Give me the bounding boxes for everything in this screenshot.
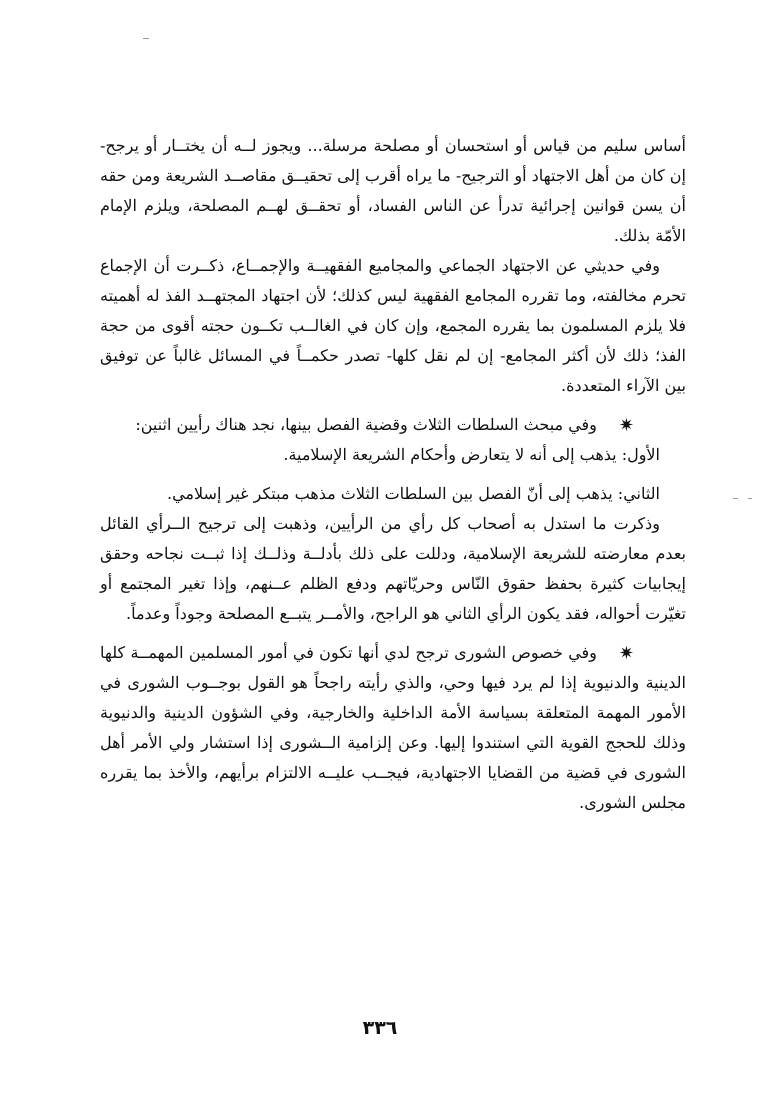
scan-speck: [748, 498, 752, 499]
star-bullet-icon: ✷: [618, 643, 634, 664]
paragraph-3: [100, 410, 686, 440]
scan-speck: [143, 38, 149, 39]
paragraph-text: وفي مبحث السلطات الثلاث وقضية الفصل بينها، نجد هناك رأيين اثنين:: [135, 415, 597, 434]
paragraph-2: [100, 251, 686, 401]
page-number: ٣٣٦: [362, 1017, 398, 1039]
paragraph-text: وذكرت ما استدل به أصحاب كل رأي من الرأيين، وذهبت إلى ترجيح الــرأي القائل بعدم معارضته للشريعة الإسلامية، ودللت على ذلك بأدلــة وذلــك إذا ثبــت نجاحه وحقق إيجابيات كثيرة بحفظ حقوق النّاس وحريّاتهم ودفع الظلم عــنهم، وإذا تغير المجتمع أو تغيّرت أحواله، فقد يكون الرأي الثاني هو الراجح، والأمــر يتبــع المصلحة وجوداً وعدماً.: [100, 514, 686, 623]
paragraph-6: [100, 509, 686, 629]
paragraph-text: وفي خصوص الشورى ترجح لدي أنها تكون في أمور المسلمين المهمــة كلها الدينية والدنيوية إذا لم يرد فيها وحي، والذي رأيته راجحاً هو القول بوجــوب الشورى في الأمور المهمة المتعلقة بسياسة الأمة الداخلية والخارجية، وفي الشؤون الدينية والدنيوية وذلك للحجج القوية التي استندوا إليها. وعن إلزامية الــشورى إذا استشار ولي الأمر أهل الشورى في قضية من القضايا الاجتهادية، فيجــب عليــه الالتزام برأيهم، والأخذ بما يقرره مجلس الشورى.: [100, 643, 686, 812]
paragraph-text: الثاني: يذهب إلى أنّ الفصل بين السلطات الثلاث مذهب مبتكر غير إسلامي.: [167, 484, 660, 503]
paragraph-text: الأول: يذهب إلى أنه لا يتعارض وأحكام الشريعة الإسلامية.: [283, 445, 660, 464]
paragraph-7: [100, 638, 686, 818]
paragraph-4: [100, 440, 686, 470]
body-text: [100, 131, 686, 818]
paragraph-1: [100, 131, 686, 251]
star-bullet-icon: ✷: [618, 415, 634, 436]
paragraph-text: وفي حديثي عن الاجتهاد الجماعي والمجاميع الفقهيــة والإجمــاع، ذكــرت أن الإجماع تحرم مخالفته، وما تقرره المجامع الفقهية ليس كذلك؛ لأن اجتهاد المجتهــد الفذ له أهميته فلا يلزم المسلمون بما يقرره المجمع، وإن كان في الغالــب تكــون حجته أقوى من حجة الفذ؛ ذلك لأن أكثر المجامع- إن لم نقل كلها- تصدر حكمــاً في المسائل غالباً عن توفيق بين الآراء المتعددة.: [100, 256, 686, 395]
paragraph-5: [100, 479, 686, 509]
scan-speck: [733, 498, 738, 499]
paragraph-text: أساس سليم من قياس أو استحسان أو مصلحة مرسلة... ويجوز لــه أن يختــار أو يرجح- إن كان من أهل الاجتهاد أو الترجيح- ما يراه أقرب إلى تحقيــق مقاصــد الشريعة ومن حقه أن يسن قوانين إجرائية تدرأ عن الناس الفساد، أو تحقــق لهــم المصلحة، ويلزم الإمام الأمّة بذلك.: [100, 136, 686, 245]
